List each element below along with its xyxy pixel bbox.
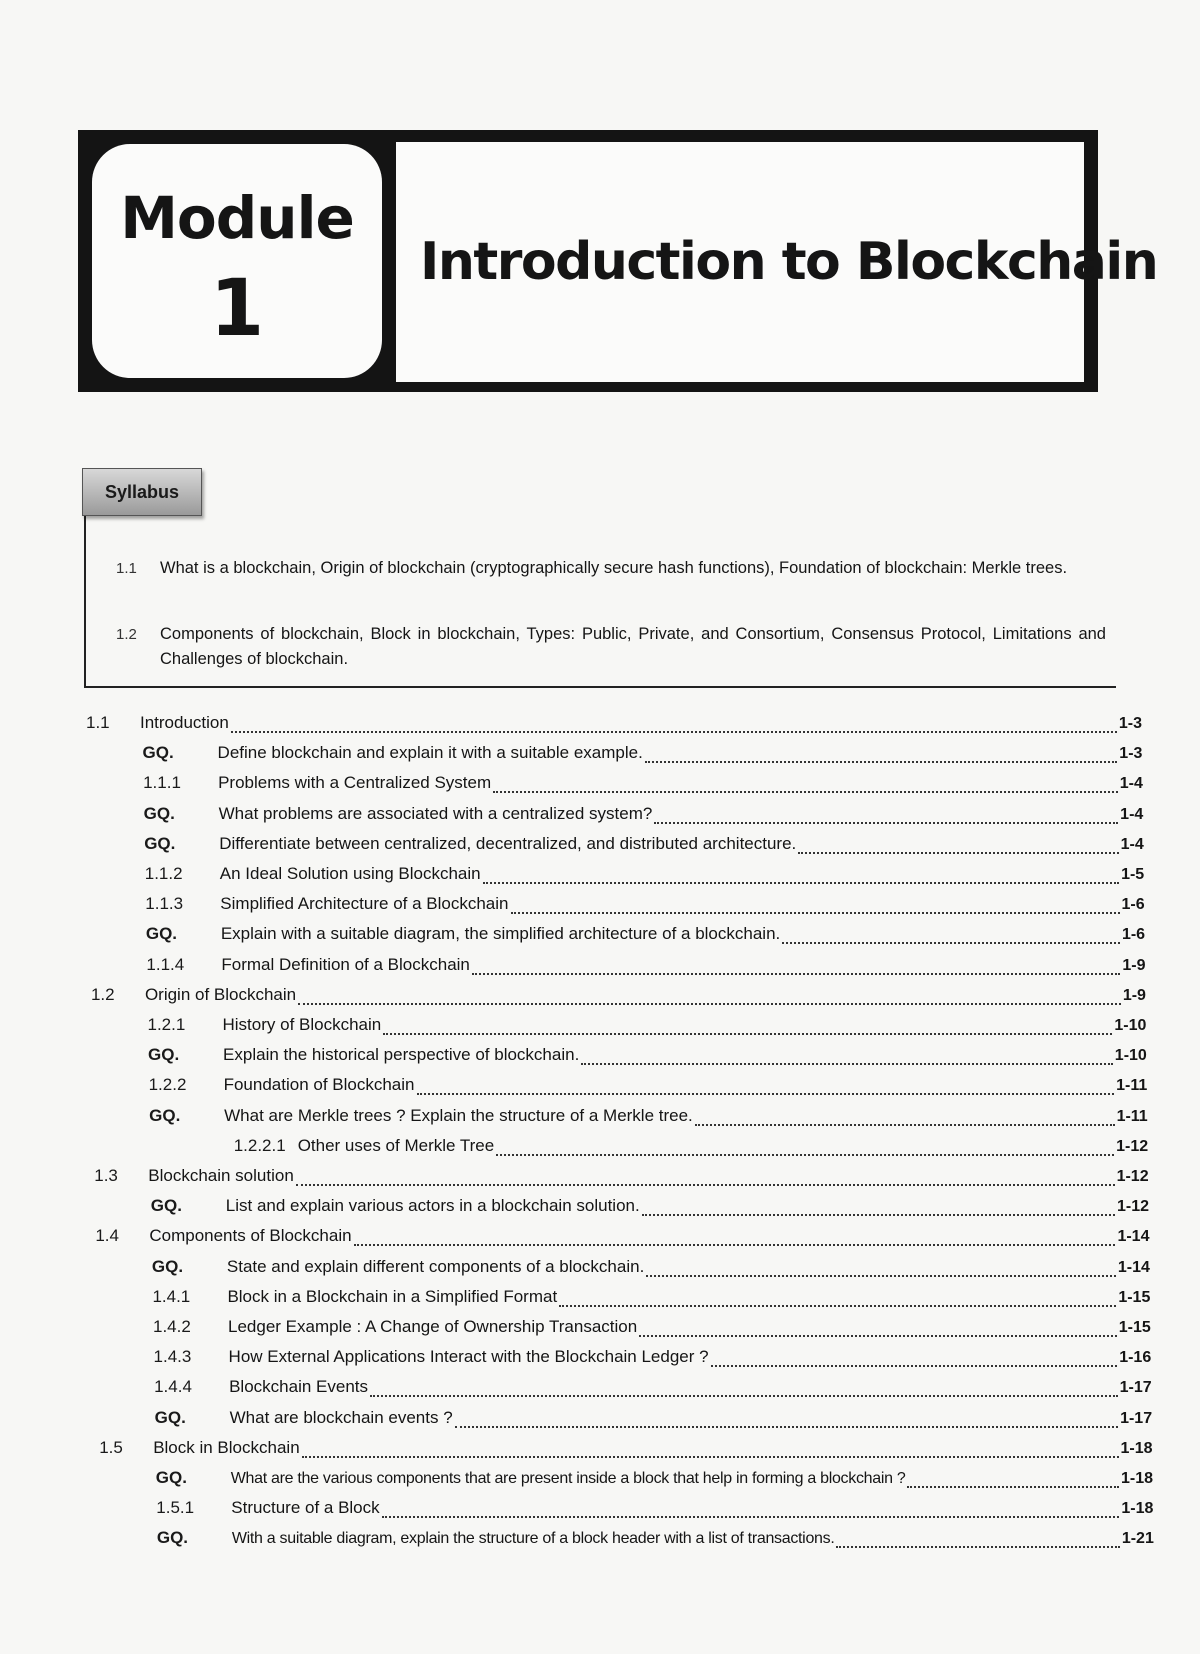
toc-page-number: 1-14 <box>1117 1258 1150 1276</box>
toc-page-number: 1-4 <box>1120 805 1144 823</box>
toc-row <box>144 804 1144 830</box>
toc-page-number: 1-11 <box>1116 1077 1148 1095</box>
toc-entry-title: Components of Blockchain <box>149 1226 352 1246</box>
dot-leader <box>455 1426 1118 1428</box>
toc-entry-title: How External Applications Interact with the Blockchain Ledger ? <box>228 1347 709 1367</box>
toc-gq-label: GQ. <box>154 1407 186 1427</box>
toc-entry-title: Formal Definition of a Blockchain <box>221 954 470 974</box>
toc-section-number: 1.2.2 <box>148 1075 187 1095</box>
toc-entry-title: Origin of Blockchain <box>144 984 297 1004</box>
toc-entry-title: With a suitable diagram, explain the structure of a block header with a list of transactions. <box>231 1530 835 1548</box>
toc-gq-label: GQ. <box>148 1045 180 1065</box>
syllabus-item-number: 1.2 <box>116 626 137 643</box>
toc-page-number: 1-17 <box>1119 1379 1152 1397</box>
dot-leader <box>559 1305 1116 1307</box>
toc-row <box>144 834 1144 860</box>
syllabus-item-text: What is a blockchain, Origin of blockchain (cryptographically secure hash functions), Foundation of blockchain: Merkle trees. <box>160 559 1068 577</box>
toc-entry-title: Other uses of Merkle Tree <box>297 1135 495 1155</box>
toc-row <box>152 1257 1150 1283</box>
toc-section-number: 1.5 <box>99 1437 123 1457</box>
toc-gq-label: GQ. <box>151 1256 184 1276</box>
toc-entry-title: Simplified Architecture of a Blockchain <box>220 894 509 914</box>
toc-entry-title: Explain the historical perspective of blockchain. <box>223 1045 580 1065</box>
toc-section-number: 1.1 <box>86 713 110 732</box>
toc-row <box>86 713 1142 739</box>
toc-gq-label: GQ. <box>143 803 175 823</box>
toc-row <box>91 985 1146 1011</box>
toc-page-number: 1-12 <box>1116 1168 1149 1185</box>
dot-leader <box>496 1154 1114 1156</box>
toc-page-number: 1-18 <box>1120 1439 1153 1457</box>
toc-page-number: 1-6 <box>1121 926 1146 944</box>
toc-section-number: 1.4.1 <box>152 1286 191 1306</box>
toc-row <box>146 955 1145 981</box>
syllabus-item-text: Components of blockchain, Block in blockchain, Types: Public, Private, and Consortium, Consensus Protocol, Limitations and Challenges of blockchain. <box>160 625 1106 668</box>
module-badge <box>92 144 382 378</box>
toc-page-number: 1-17 <box>1120 1409 1153 1427</box>
toc-page-number: 1-12 <box>1117 1198 1150 1216</box>
toc-page-number: 1-21 <box>1121 1530 1154 1548</box>
dot-leader <box>639 1335 1117 1337</box>
toc-row <box>151 1196 1149 1222</box>
toc-gq-label: GQ. <box>145 924 178 944</box>
toc-row <box>148 1045 1147 1071</box>
dot-leader <box>370 1395 1118 1397</box>
toc-row <box>143 743 1143 769</box>
toc-row <box>156 1468 1153 1494</box>
dot-leader <box>511 912 1120 914</box>
toc-gq-label: GQ. <box>149 1105 181 1125</box>
toc-entry-title: Ledger Example : A Change of Ownership Transaction <box>228 1317 638 1336</box>
toc-page-number: 1-11 <box>1116 1107 1148 1125</box>
toc-row <box>148 1015 1147 1041</box>
toc-page-number: 1-9 <box>1122 986 1146 1004</box>
dot-leader <box>417 1093 1115 1095</box>
dot-leader <box>836 1546 1119 1548</box>
toc-entry-title: History of Blockchain <box>222 1015 382 1034</box>
toc-entry-title: Foundation of Blockchain <box>223 1075 415 1095</box>
toc-entry-title: Structure of a Block <box>231 1498 380 1518</box>
toc-section-number: 1.5.1 <box>156 1498 195 1518</box>
toc-section-number: 1.1.2 <box>144 864 183 883</box>
toc-entry-title: Blockchain solution <box>148 1166 294 1185</box>
dot-leader <box>581 1063 1113 1065</box>
dot-leader <box>646 1275 1116 1277</box>
toc-section-number: 1.2.1 <box>147 1015 186 1034</box>
toc-page-number: 1-16 <box>1119 1349 1152 1367</box>
toc-entry-title: What are blockchain events ? <box>229 1407 453 1427</box>
toc-page-number: 1-4 <box>1120 835 1144 853</box>
module-word: Module <box>120 184 354 252</box>
toc-row <box>156 1498 1153 1524</box>
toc-row <box>145 894 1144 920</box>
syllabus-item <box>116 622 1106 672</box>
toc-row <box>149 1075 1148 1101</box>
module-number: 1 <box>209 264 265 354</box>
dot-leader <box>798 852 1118 854</box>
toc-entry-title: What are Merkle trees ? Explain the structure of a Merkle tree. <box>224 1105 693 1125</box>
toc-section-number: 1.2 <box>90 984 115 1004</box>
dot-leader <box>695 1124 1115 1126</box>
dot-leader <box>296 1184 1115 1186</box>
toc-gq-label: GQ. <box>156 1528 189 1548</box>
toc-page-number: 1-18 <box>1121 1500 1154 1518</box>
toc-section-number: 1.3 <box>94 1166 118 1185</box>
toc-entry-title: Explain with a suitable diagram, the simplified architecture of a blockchain. <box>220 924 781 944</box>
dot-leader <box>354 1244 1116 1246</box>
toc-section-number: 1.2.2.1 <box>233 1135 286 1155</box>
page-title: Introduction to Blockchain <box>420 232 1158 292</box>
toc-entry-title: Differentiate between centralized, decentralized, and distributed architecture. <box>219 833 797 853</box>
dot-leader <box>782 942 1120 944</box>
toc-row <box>94 1166 1148 1192</box>
toc-page-number: 1-3 <box>1119 745 1143 763</box>
dot-leader <box>654 822 1118 824</box>
toc-row <box>143 773 1143 799</box>
toc-page-number: 1-14 <box>1117 1228 1150 1246</box>
toc-entry-title: Problems with a Centralized System <box>218 773 492 793</box>
toc-row <box>154 1377 1152 1403</box>
toc-row <box>95 1226 1149 1252</box>
toc-row <box>99 1438 1152 1464</box>
syllabus-item <box>116 556 1106 581</box>
toc-gq-label: GQ. <box>155 1468 187 1487</box>
toc-entry-title: State and explain different components of a blockchain. <box>226 1256 645 1276</box>
module-header <box>78 130 1158 392</box>
toc-page-number: 1-5 <box>1121 866 1145 883</box>
dot-leader <box>472 973 1120 975</box>
toc-entry-title: List and explain various actors in a blockchain solution. <box>225 1196 640 1216</box>
toc-section-number: 1.1.3 <box>145 894 184 914</box>
toc-row <box>154 1347 1152 1373</box>
toc-entry-title: Block in a Blockchain in a Simplified Format <box>227 1286 558 1306</box>
toc-entry-title: Blockchain Events <box>229 1377 368 1397</box>
dot-leader <box>645 761 1118 763</box>
toc-entry-title: What problems are associated with a centralized system? <box>218 803 653 823</box>
toc-page-number: 1-6 <box>1121 896 1145 914</box>
toc-entry-title: Define blockchain and explain it with a suitable example. <box>217 743 643 763</box>
toc-page-number: 1-10 <box>1114 1017 1147 1034</box>
toc-row <box>145 864 1144 890</box>
dot-leader <box>493 791 1118 793</box>
dot-leader <box>711 1365 1118 1367</box>
dot-leader <box>483 882 1119 884</box>
toc-row <box>234 1136 1148 1162</box>
toc-section-number: 1.1.4 <box>146 954 185 974</box>
toc-page-number: 1-9 <box>1122 956 1146 974</box>
toc-entry-title: Introduction <box>140 713 229 732</box>
dot-leader <box>907 1486 1119 1488</box>
dot-leader <box>302 1456 1119 1458</box>
toc-section-number: 1.4.3 <box>153 1347 192 1367</box>
toc-gq-label: GQ. <box>142 743 174 763</box>
toc-row <box>152 1287 1150 1313</box>
toc-entry-title: An Ideal Solution using Blockchain <box>219 864 481 883</box>
dot-leader <box>642 1214 1115 1216</box>
syllabus-item-number: 1.1 <box>116 560 137 577</box>
dot-leader <box>298 1003 1121 1005</box>
toc-page-number: 1-3 <box>1118 715 1142 732</box>
toc-page-number: 1-4 <box>1119 775 1143 793</box>
toc-section-number: 1.1.1 <box>143 773 181 793</box>
toc-row <box>146 924 1145 950</box>
toc-section-number: 1.4.4 <box>154 1377 192 1397</box>
toc-page-number: 1-12 <box>1116 1137 1149 1155</box>
dot-leader <box>383 1033 1112 1035</box>
toc-row <box>149 1106 1148 1132</box>
toc-section-number: 1.4 <box>95 1226 119 1246</box>
toc-entry-title: What are the various components that are present inside a block that help in forming a blockchain ? <box>230 1470 906 1487</box>
toc-gq-label: GQ. <box>150 1196 182 1216</box>
toc-page-number: 1-15 <box>1118 1288 1151 1306</box>
toc-page-number: 1-18 <box>1120 1470 1153 1487</box>
toc-entry-title: Block in Blockchain <box>153 1437 300 1457</box>
toc-section-number: 1.4.2 <box>153 1317 191 1336</box>
dot-leader <box>382 1516 1120 1518</box>
toc-row <box>155 1408 1152 1434</box>
syllabus-tab: Syllabus <box>82 468 202 516</box>
toc-row <box>153 1317 1151 1343</box>
toc-page-number: 1-15 <box>1118 1319 1151 1336</box>
title-panel <box>396 142 1158 382</box>
toc-gq-label: GQ. <box>144 833 176 853</box>
toc-row <box>157 1528 1154 1554</box>
toc-page-number: 1-10 <box>1114 1047 1147 1065</box>
dot-leader <box>231 731 1117 733</box>
